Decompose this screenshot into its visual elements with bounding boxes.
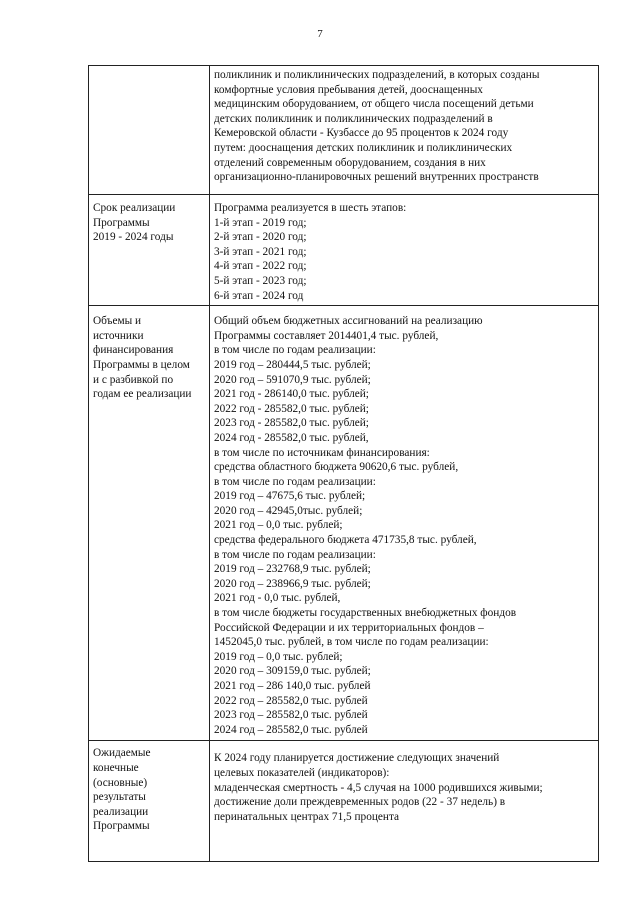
table-row xyxy=(89,195,599,306)
content-line: 2024 год – 285582,0 тыс. рублей xyxy=(214,723,368,736)
content-line: 5-й этап - 2023 год; xyxy=(214,274,307,287)
content-line: комфортные условия пребывания детей, дооснащенных xyxy=(214,83,483,96)
content-line: в том числе по годам реализации: xyxy=(214,548,376,561)
content-line: 2019 год – 232768,9 тыс. рублей; xyxy=(214,563,371,576)
row-content-cell xyxy=(210,741,599,862)
label-line: (основные) xyxy=(93,776,148,789)
content-line: 2020 год – 591070,9 тыс. рублей; xyxy=(214,373,371,386)
content-line: 2-й этап - 2020 год; xyxy=(214,231,307,244)
content-line: 2021 год – 286 140,0 тыс. рублей xyxy=(214,680,371,692)
label-line: Объемы и xyxy=(93,315,142,328)
content-line: 1-й этап - 2019 год; xyxy=(214,216,307,229)
label-line: 2019 - 2024 годы xyxy=(93,231,174,244)
label-line: результаты xyxy=(93,791,146,804)
content-line: 2023 год – 285582,0 тыс. рублей xyxy=(214,709,368,722)
content-line: 1452045,0 тыс. рублей, в том числе по годам реализации: xyxy=(214,636,489,649)
row-label-cell xyxy=(89,66,210,195)
label-line: Срок реализации xyxy=(93,202,176,214)
table-row xyxy=(89,741,599,862)
row-content-cell xyxy=(210,195,599,306)
content-line: Кемеровской области - Кузбассе до 95 процентов к 2024 году xyxy=(214,127,509,140)
content-line: 2022 год - 285582,0 тыс. рублей; xyxy=(214,402,369,415)
content-line: отделений современным оборудованием, создания в них xyxy=(214,156,486,169)
content-line: целевых показателей (индикаторов): xyxy=(214,766,390,779)
content-line: Российской Федерации и их территориальных фондов – xyxy=(214,621,484,634)
content-line: 2020 год – 238966,9 тыс. рублей; xyxy=(214,577,371,590)
label-line: Программы xyxy=(93,820,150,833)
content-line: 2024 год - 285582,0 тыс. рублей, xyxy=(214,431,369,444)
table-row xyxy=(89,306,599,741)
content-line: 2021 год - 286140,0 тыс. рублей; xyxy=(214,388,369,401)
content-line: Общий объем бюджетных ассигнований на реализацию xyxy=(214,315,483,328)
content-line: 2020 год – 42945,0тыс. рублей; xyxy=(214,504,363,517)
row-label-cell xyxy=(89,195,210,306)
content-line: 2021 год – 0,0 тыс. рублей; xyxy=(214,519,343,532)
row-label-cell xyxy=(89,741,210,862)
content-line: Программы составляет 2014401,4 тыс. рублей, xyxy=(214,329,439,342)
content-line: в том числе бюджеты государственных внебюджетных фондов xyxy=(214,607,517,620)
content-line: 2022 год – 285582,0 тыс. рублей xyxy=(214,694,368,707)
content-line: организационно-планировочных решений внутренних пространств xyxy=(214,171,539,184)
label-line: Ожидаемые xyxy=(93,747,151,760)
content-line: 2020 год – 309159,0 тыс. рублей; xyxy=(214,665,371,678)
content-line: путем: дооснащения детских поликлиник и поликлинических xyxy=(214,141,513,154)
content-line: в том числе по годам реализации: xyxy=(214,344,376,357)
content-line: средства федерального бюджета 471735,8 тыс. рублей, xyxy=(214,534,477,547)
content-line: младенческая смертность - 4,5 случая на 1000 родившихся живыми; xyxy=(214,781,543,794)
content-line: в том числе по источникам финансирования: xyxy=(214,446,430,459)
label-line: Программы в целом xyxy=(93,358,190,371)
content-line: Программа реализуется в шесть этапов: xyxy=(214,202,407,214)
content-line: перинатальных центрах 71,5 процента xyxy=(214,810,400,823)
content-line: 2023 год - 285582,0 тыс. рублей; xyxy=(214,417,369,430)
label-line: конечные xyxy=(93,761,139,774)
passport-table xyxy=(88,65,599,862)
content-line: 4-й этап - 2022 год; xyxy=(214,260,307,273)
content-line: 3-й этап - 2021 год; xyxy=(214,245,307,258)
content-line: 2019 год – 0,0 тыс. рублей; xyxy=(214,650,343,663)
content-line: 6-й этап - 2024 год xyxy=(214,289,304,302)
content-line: достижение доли преждевременных родов (22 - 37 недель) в xyxy=(214,796,506,809)
page-number: 7 xyxy=(317,28,323,40)
content-line: 2019 год – 47675,6 тыс. рублей; xyxy=(214,490,366,503)
content-line: в том числе по годам реализации: xyxy=(214,475,376,488)
content-line: медицинским оборудованием, от общего числа посещений детьми xyxy=(214,98,534,111)
content-line: 2019 год – 280444,5 тыс. рублей; xyxy=(214,358,371,371)
label-line: источники xyxy=(93,329,144,342)
content-line: поликлиник и поликлинических подразделений, в которых созданы xyxy=(214,69,540,81)
content-line: средства областного бюджета 90620,6 тыс. рублей, xyxy=(214,461,459,474)
row-content-cell xyxy=(210,306,599,741)
row-label-cell xyxy=(89,306,210,741)
label-line: финансирования xyxy=(93,344,174,357)
label-line: и с разбивкой по xyxy=(93,373,174,386)
content-line: детских поликлиник и поликлинических подразделений в xyxy=(214,112,493,125)
table-row xyxy=(89,66,599,195)
content-line: К 2024 году планируется достижение следующих значений xyxy=(214,752,500,765)
label-line: реализации xyxy=(93,805,149,818)
label-line: Программы xyxy=(93,216,150,229)
label-line: годам ее реализации xyxy=(93,388,192,401)
row-content-cell xyxy=(210,66,599,195)
content-line: 2021 год - 0,0 тыс. рублей, xyxy=(214,592,341,605)
